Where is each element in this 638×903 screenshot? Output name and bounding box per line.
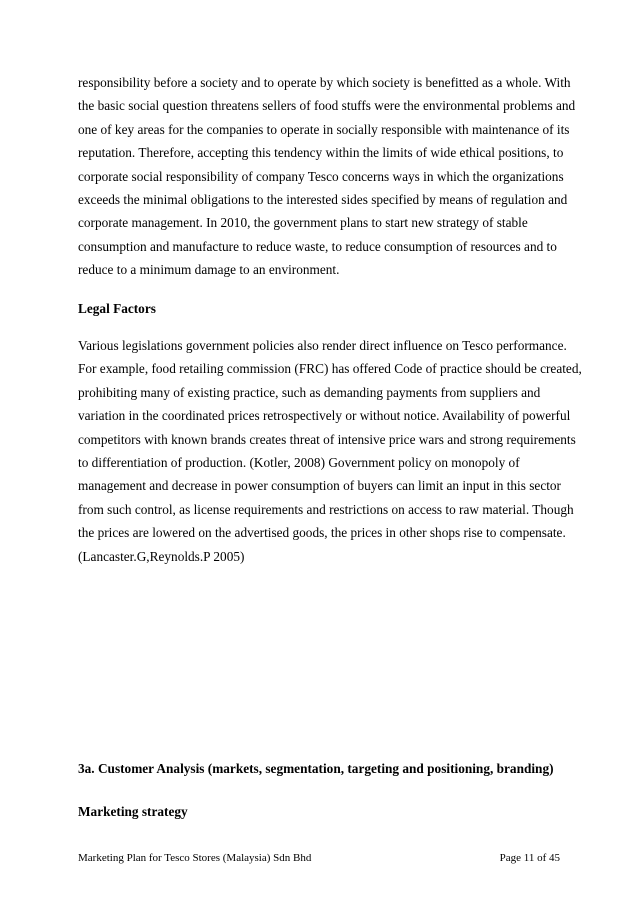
paragraph-social-responsibility xyxy=(78,71,578,282)
text-line: competitors with known brands creates threat of intensive price wars and strong requirements xyxy=(78,431,576,447)
text-line: from such control, as license requirements and restrictions on access to raw material. Though xyxy=(78,501,574,517)
text-line: corporate social responsibility of company Tesco concerns ways in which the organizations xyxy=(78,168,564,184)
text-line: the basic social question threatens sellers of food stuffs were the environmental problems and xyxy=(78,98,576,114)
text-line: consumption and manufacture to reduce waste, to reduce consumption of resources and to xyxy=(78,238,557,254)
text-line: responsibility before a society and to operate by which society is benefitted as a whole. With xyxy=(78,75,571,90)
heading-marketing-strategy: Marketing strategy xyxy=(78,804,188,819)
paragraph-legal-factors xyxy=(78,334,582,568)
footer-page-number: Page 11 of 45 xyxy=(499,852,560,864)
text-line: For example, food retailing commission (FRC) has offered Code of practice should be created, xyxy=(78,361,582,377)
text-line: one of key areas for the companies to operate in socially responsible with maintenance of its xyxy=(78,121,570,137)
text-line: (Lancaster.G,Reynolds.P 2005) xyxy=(78,548,245,564)
text-line: reputation. Therefore, accepting this tendency within the limits of wide ethical positions, to xyxy=(78,145,564,161)
text-line: Various legislations government policies also render direct influence on Tesco performance. xyxy=(78,338,567,353)
text-line: the prices are lowered on the advertised goods, the prices in other shops rise to compensate. xyxy=(78,525,566,541)
text-line: corporate management. In 2010, the government plans to start new strategy of stable xyxy=(78,215,528,231)
text-line: variation in the coordinated prices retrospectively or without notice. Availability of powerful xyxy=(78,408,571,424)
heading-legal-factors: Legal Factors xyxy=(78,301,156,316)
text-line: reduce to a minimum damage to an environment. xyxy=(78,262,340,278)
text-line: to differentiation of production. (Kotler, 2008) Government policy on monopoly of xyxy=(78,455,520,471)
text-line: prohibiting many of existing practice, such as demanding payments from suppliers and xyxy=(78,384,541,400)
page-footer xyxy=(78,852,560,864)
text-line: exceeds the minimal obligations to the interested sides specified by means of regulation and xyxy=(78,192,568,208)
footer-document-title: Marketing Plan for Tesco Stores (Malaysia) Sdn Bhd xyxy=(78,852,312,864)
heading-customer-analysis: 3a. Customer Analysis (markets, segmentation, targeting and positioning, branding) xyxy=(78,761,554,776)
text-line: management and decrease in power consumption of buyers can limit an input in this sector xyxy=(78,478,561,494)
